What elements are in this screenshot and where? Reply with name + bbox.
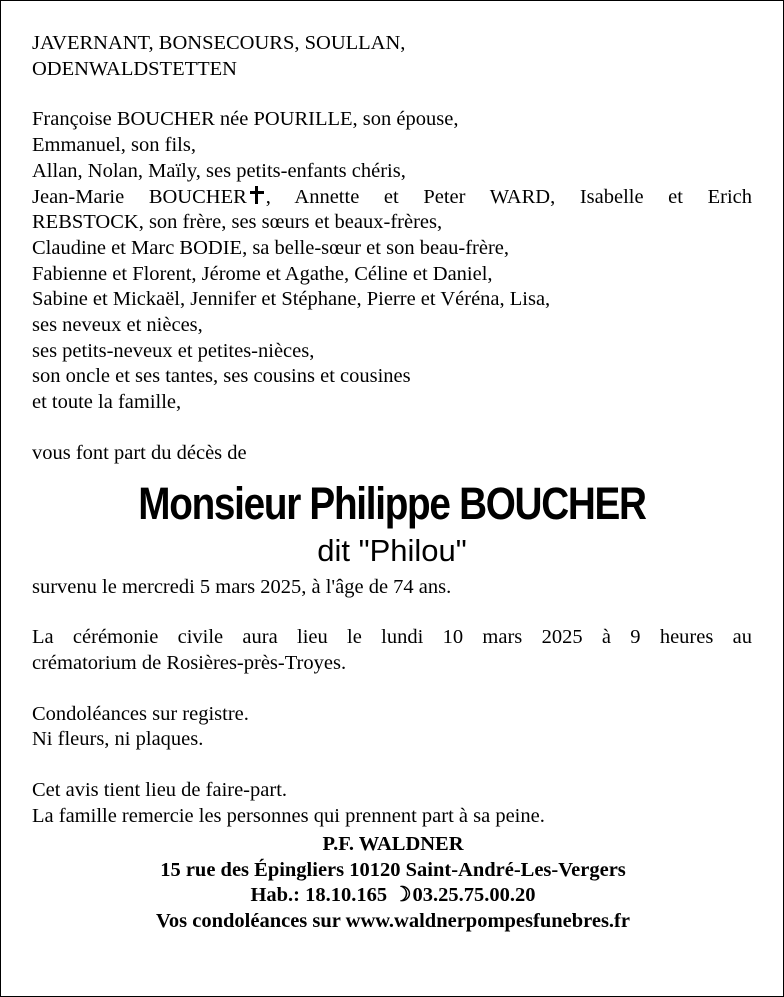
death-date-line: survenu le mercredi 5 mars 2025, à l'âge de 74 ans. — [32, 575, 452, 598]
family-line: et toute la famille, — [32, 391, 182, 414]
ceremony-line: La cérémonie civile aura lieu le lundi 10 mars 2025 à 9 heures au — [32, 626, 752, 649]
family-member-name: Jean-Marie BOUCHER — [32, 185, 247, 208]
spacer — [32, 677, 752, 702]
deceased-nickname: dit "Philou" — [317, 532, 467, 568]
closing-line: La famille remercie les personnes qui prennent part à sa peine. — [32, 804, 545, 827]
family-line-with-cross — [32, 185, 752, 211]
family-line: Sabine et Mickaël, Jennifer et Stéphane, Pierre et Véréna, Lisa, — [32, 288, 551, 311]
family-line: REBSTOCK, son frère, ses sœurs et beaux-frères, — [32, 211, 443, 234]
spacer — [32, 600, 752, 625]
header-places-line: JAVERNANT, BONSECOURS, SOULLAN, — [32, 32, 406, 54]
hab-number: Hab.: 18.10.165 — [250, 884, 388, 906]
family-line: son oncle et ses tantes, ses cousins et cousines — [32, 365, 411, 388]
spacer — [32, 753, 752, 778]
family-line: ses petits-neveux et petites-nièces, — [32, 339, 315, 362]
spacer — [32, 82, 752, 107]
funeral-home-contact — [1, 883, 784, 909]
closing-line: Cet avis tient lieu de faire-part. — [32, 779, 288, 802]
phone-icon: ☽ — [393, 884, 412, 906]
family-line: Claudine et Marc BODIE, sa belle-sœur et son beau-frère, — [32, 236, 510, 259]
funeral-home-name: P.F. WALDNER — [322, 833, 464, 855]
condolences-line: Condoléances sur registre. — [32, 702, 249, 725]
flowers-line: Ni fleurs, ni plaques. — [32, 728, 204, 751]
website-line: Vos condoléances sur www.waldnerpompesfunebres.fr — [155, 909, 630, 932]
announcement-line: vous font part du décès de — [32, 441, 247, 464]
funeral-home-address: 15 rue des Épingliers 10120 Saint-André-Les-Vergers — [160, 858, 626, 881]
family-line-continuation: , Annette et Peter WARD, Isabelle et Erich — [265, 185, 752, 208]
funeral-home-footer — [1, 832, 784, 934]
family-line: Fabienne et Florent, Jérome et Agathe, Céline et Daniel, — [32, 262, 493, 285]
notice-body — [32, 31, 752, 829]
family-line: Emmanuel, son fils, — [32, 134, 196, 157]
deceased-name: Monsieur Philippe BOUCHER — [138, 477, 646, 529]
family-line: Françoise BOUCHER née POURILLE, son épouse, — [32, 108, 459, 131]
ceremony-line: crématorium de Rosières-près-Troyes. — [32, 651, 347, 674]
family-line: Allan, Nolan, Maïly, ses petits-enfants chéris, — [32, 159, 406, 182]
header-places-line: ODENWALDSTETTEN — [32, 57, 237, 80]
family-line: ses neveux et nièces, — [32, 314, 203, 337]
spacer — [32, 416, 752, 441]
phone-number: 03.25.75.00.20 — [412, 884, 536, 906]
cross-icon — [250, 186, 264, 204]
